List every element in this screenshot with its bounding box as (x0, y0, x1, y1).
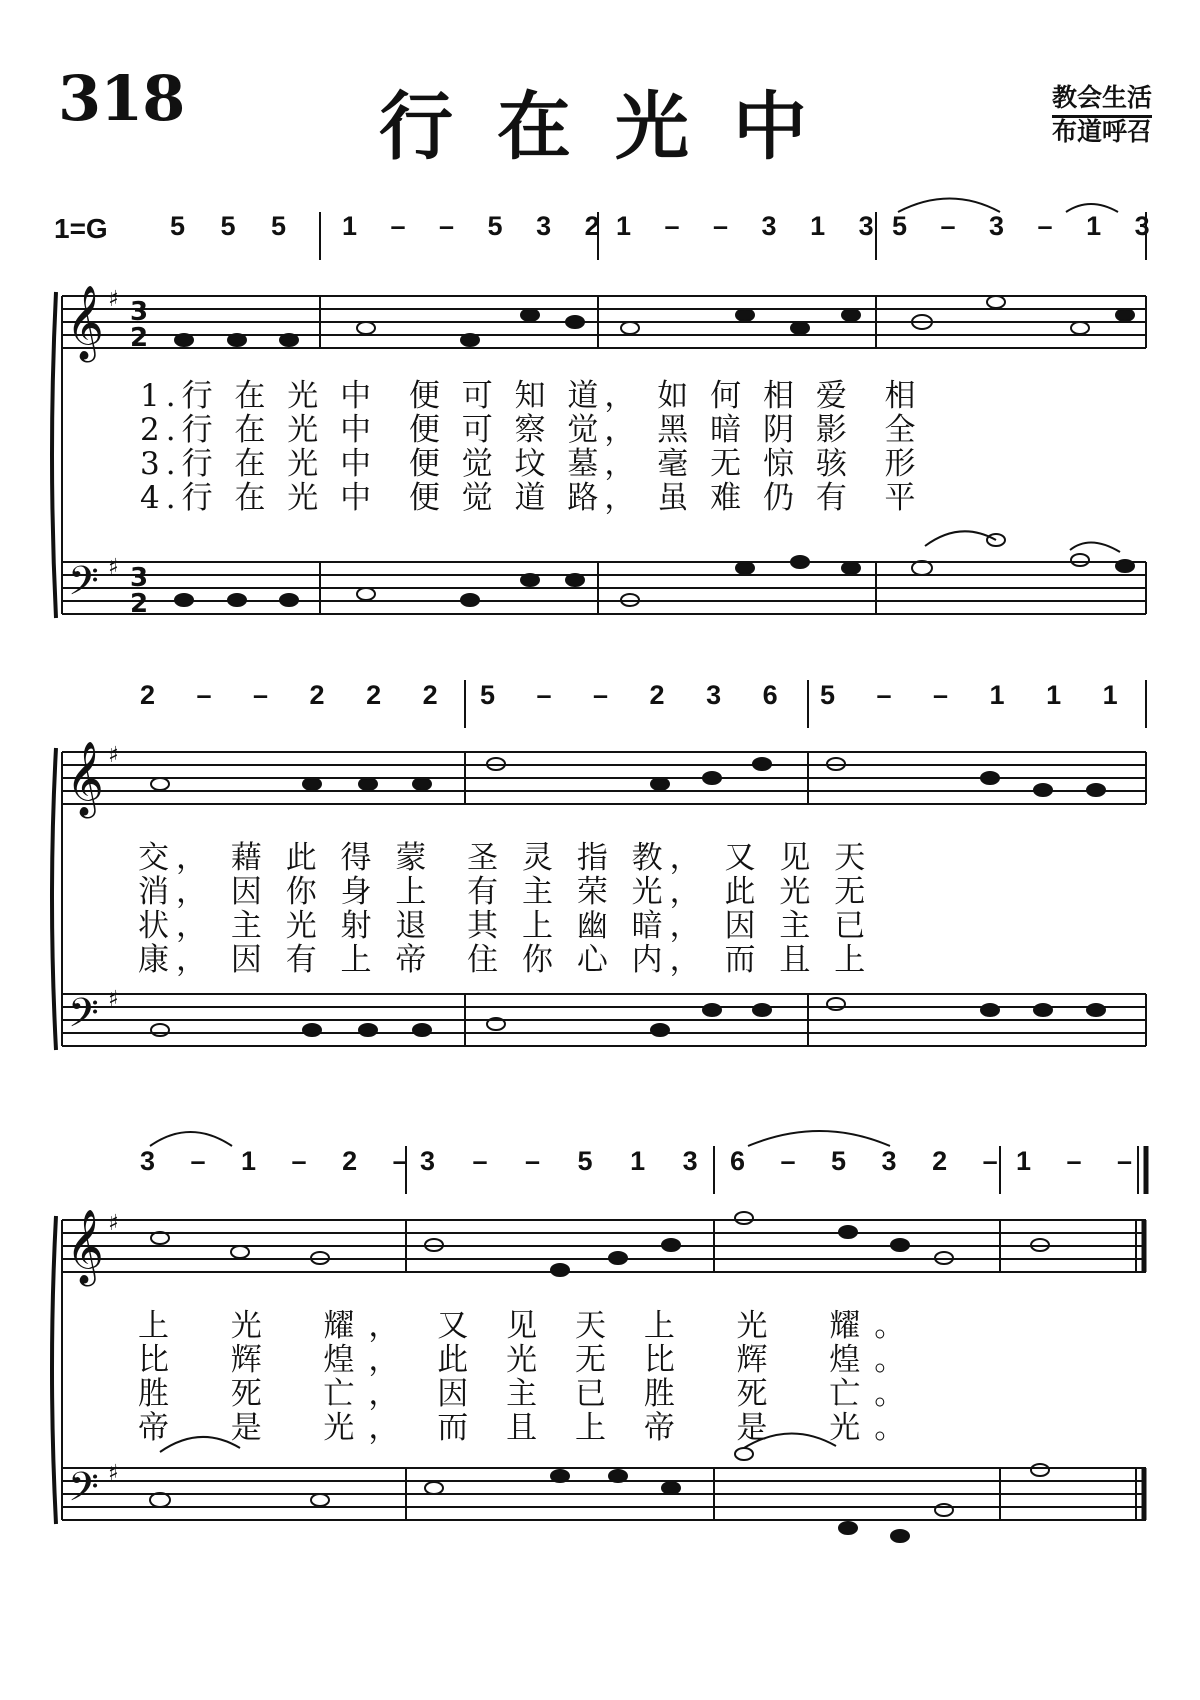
treble-clef-icon: 𝄞 (66, 286, 104, 360)
treble-clef-icon-2: 𝄞 (66, 742, 104, 816)
notes-s1-bass (175, 534, 1134, 606)
time-sig-top: 3 (130, 297, 149, 327)
jianpu-s3-m0: 3 – 1 – 2 – (140, 1146, 422, 1176)
sharp-icon: ♯ (108, 555, 119, 580)
jianpu-s1-m1: 1 – – 5 3 2 (342, 211, 613, 241)
time-sig-bottom: 2 (130, 589, 149, 619)
lyric-s3-v1: 上 光 耀， 又 见 天 上 光 耀。 (138, 1308, 920, 1344)
lyric-s2-v2: 消， 因 你 身 上 有 主 荣 光， 此 光 无 (138, 874, 873, 910)
system-2-staves (62, 680, 1146, 1046)
treble-clef-icon-3: 𝄞 (66, 1210, 104, 1284)
jianpu-s2-m0: 2 – – 2 2 2 (140, 680, 455, 710)
notes-s3 (151, 1212, 1049, 1276)
jianpu-s1-m3: 5 – 3 – 1 3 (892, 211, 1163, 241)
time-signature (130, 297, 148, 619)
bass-clef-icon: 𝄢 (68, 558, 99, 614)
brace-2 (52, 748, 56, 1050)
bass-clef-icon-2: 𝄢 (68, 990, 99, 1046)
jianpu-s2-m1: 5 – – 2 3 6 (480, 680, 795, 710)
sharp-icon: ♯ (108, 743, 119, 768)
brace-1 (52, 292, 56, 618)
brace-3 (52, 1216, 56, 1524)
lyric-s3-v4: 帝 是 光， 而 且 上 帝 是 光。 (138, 1410, 920, 1446)
category-church-life: 教会生活 (1052, 78, 1152, 118)
hymn-number: 318 (58, 62, 185, 135)
lyric-s3-v3: 胜 死 亡， 因 主 已 胜 死 亡。 (138, 1376, 920, 1412)
sharp-icon: ♯ (108, 1211, 119, 1236)
lyric-s1-v4: 4.行 在 光 中 便 觉 道 路， 虽 难 仍 有 平 (140, 480, 922, 516)
notes-s2-bass (151, 998, 1105, 1036)
jianpu-s3-m2: 6 – 5 3 2 – (730, 1146, 1012, 1176)
sharp-icon: ♯ (108, 987, 119, 1012)
lyric-s1-v3: 3.行 在 光 中 便 觉 坟 墓， 毫 无 惊 骇 形 (140, 446, 922, 482)
key-label: 1=G (54, 213, 108, 244)
jianpu-s1-m2: 1 – – 3 1 3 (616, 211, 887, 241)
system-1-staves (62, 212, 1146, 614)
slurs (150, 199, 1120, 1453)
time-sig-bottom: 2 (130, 323, 149, 353)
jianpu-s2-m2: 5 – – 1 1 1 (820, 680, 1135, 710)
jianpu-s3-m3: 1 – – (1016, 1146, 1147, 1176)
system-3-staves (62, 1146, 1146, 1520)
bass-clef-icon-3: 𝄢 (68, 1464, 99, 1520)
jianpu-s3-m1: 3 – – 5 1 3 (420, 1146, 713, 1176)
sharp-icon: ♯ (108, 287, 119, 312)
lyric-s3-v2: 比 辉 煌， 此 光 无 比 辉 煌。 (138, 1342, 920, 1378)
jianpu-s1-m0: 5 5 5 (170, 211, 301, 241)
lyric-s2-v4: 康， 因 有 上 帝 住 你 心 内， 而 且 上 (138, 942, 873, 978)
lyric-s1-v2: 2.行 在 光 中 便 可 察 觉， 黑 暗 阴 影 全 (140, 412, 922, 448)
sharp-icon: ♯ (108, 1461, 119, 1486)
time-sig-top: 3 (130, 563, 149, 593)
hymn-title: 行在光中 (379, 84, 851, 170)
lyric-s1-v1: 1.行 在 光 中 便 可 知 道， 如 何 相 爱 相 (140, 378, 922, 414)
lyric-s2-v1: 交， 藉 此 得 蒙 圣 灵 指 教， 又 见 天 (138, 840, 873, 876)
category-evangelism: 布道呼召 (1051, 117, 1152, 146)
lyric-s2-v3: 状， 主 光 射 退 其 上 幽 暗， 因 主 已 (138, 908, 873, 944)
